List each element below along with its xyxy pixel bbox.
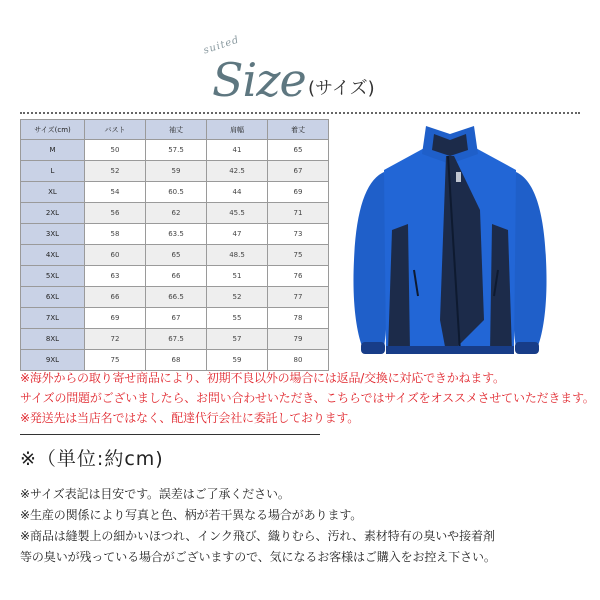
table-row [21,182,329,203]
measurement-cell: 45.5 [207,203,268,224]
red-notice-line: サイズの問題がございましたら、お問い合わせいただき、こちらではサイズをオススメさせていただきます。 [20,391,595,405]
note-line: ※サイズ表記は目安です。誤差はご了承ください。 [20,487,290,501]
measurement-cell: 66.5 [146,287,207,308]
measurement-cell: 66 [146,266,207,287]
size-label-cell: 7XL [21,308,85,329]
measurement-cell: 67 [146,308,207,329]
measurement-cell: 65 [268,140,329,161]
measurement-cell: 42.5 [207,161,268,182]
table-row [21,329,329,350]
table-header-cell: サイズ(cm) [21,120,85,140]
measurement-cell: 58 [85,224,146,245]
red-notice-line: ※海外からの取り寄せ商品により、初期不良以外の場合には返品/交換に対応できかねます。 [20,371,505,385]
measurement-cell: 67 [268,161,329,182]
size-label-cell: L [21,161,85,182]
size-header [0,0,600,112]
table-header-cell: 肩幅 [207,120,268,140]
measurement-cell: 62 [146,203,207,224]
measurement-cell: 68 [146,350,207,371]
right-cuff [515,342,539,354]
table-row [21,203,329,224]
measurement-cell: 75 [268,245,329,266]
measurement-cell: 69 [85,308,146,329]
measurement-cell: 76 [268,266,329,287]
size-label-cell: 9XL [21,350,85,371]
note-line: 等の臭いが残っている場合がございますので、気になるお客様はご購入をお控え下さい。 [20,550,496,564]
zipper-pull [456,172,461,182]
measurement-cell: 78 [268,308,329,329]
measurement-cell: 63 [85,266,146,287]
table-row [21,140,329,161]
jacket-illustration [348,120,552,360]
measurement-cell: 73 [268,224,329,245]
table-header-row [21,120,329,140]
size-label-cell: 8XL [21,329,85,350]
measurement-cell: 57 [207,329,268,350]
measurement-cell: 75 [85,350,146,371]
measurement-cell: 41 [207,140,268,161]
size-label-cell: 3XL [21,224,85,245]
header-divider [20,112,580,114]
red-notice-line: ※発送先は当店名ではなく、配達代行会社に委託しております。 [20,411,360,425]
section-divider [20,434,320,435]
measurement-cell: 60.5 [146,182,207,203]
measurement-cell: 59 [207,350,268,371]
note-line: ※生産の関係により写真と色、柄が若干異なる場合があります。 [20,508,363,522]
table-row [21,287,329,308]
measurement-cell: 65 [146,245,207,266]
notes-block [20,484,595,568]
measurement-cell: 67.5 [146,329,207,350]
table-row [21,245,329,266]
table-header-cell: 着丈 [268,120,329,140]
size-label-cell: 6XL [21,287,85,308]
note-line: ※商品は縫製上の細かいほつれ、インク飛び、織りむら、汚れ、素材特有の臭いや接着剤 [20,529,495,543]
measurement-cell: 79 [268,329,329,350]
table-row [21,224,329,245]
measurement-cell: 72 [85,329,146,350]
measurement-cell: 51 [207,266,268,287]
table-row [21,308,329,329]
size-label-cell: M [21,140,85,161]
measurement-cell: 47 [207,224,268,245]
size-label-cell: 4XL [21,245,85,266]
unit-label: ※（単位:約cm) [20,448,164,470]
suited-script-text: suited [202,34,241,57]
size-chart-table [20,119,329,371]
measurement-cell: 71 [268,203,329,224]
measurement-cell: 69 [268,182,329,203]
size-label-cell: XL [21,182,85,203]
measurement-cell: 52 [207,287,268,308]
jacket-hem [386,346,514,354]
measurement-cell: 54 [85,182,146,203]
measurement-cell: 56 [85,203,146,224]
measurement-cell: 80 [268,350,329,371]
table-row [21,266,329,287]
measurement-cell: 44 [207,182,268,203]
measurement-cell: 55 [207,308,268,329]
table-header-cell: 袖丈 [146,120,207,140]
measurement-cell: 59 [146,161,207,182]
measurement-cell: 66 [85,287,146,308]
size-label-cell: 5XL [21,266,85,287]
measurement-cell: 52 [85,161,146,182]
red-notice-block [20,368,595,428]
measurement-cell: 50 [85,140,146,161]
table-row [21,161,329,182]
measurement-cell: 63.5 [146,224,207,245]
size-subtitle: (サイズ) [308,78,375,99]
measurement-cell: 77 [268,287,329,308]
measurement-cell: 60 [85,245,146,266]
size-title: Size [212,53,306,107]
table-header-cell: バスト [85,120,146,140]
measurement-cell: 48.5 [207,245,268,266]
size-label-cell: 2XL [21,203,85,224]
left-cuff [361,342,385,354]
measurement-cell: 57.5 [146,140,207,161]
